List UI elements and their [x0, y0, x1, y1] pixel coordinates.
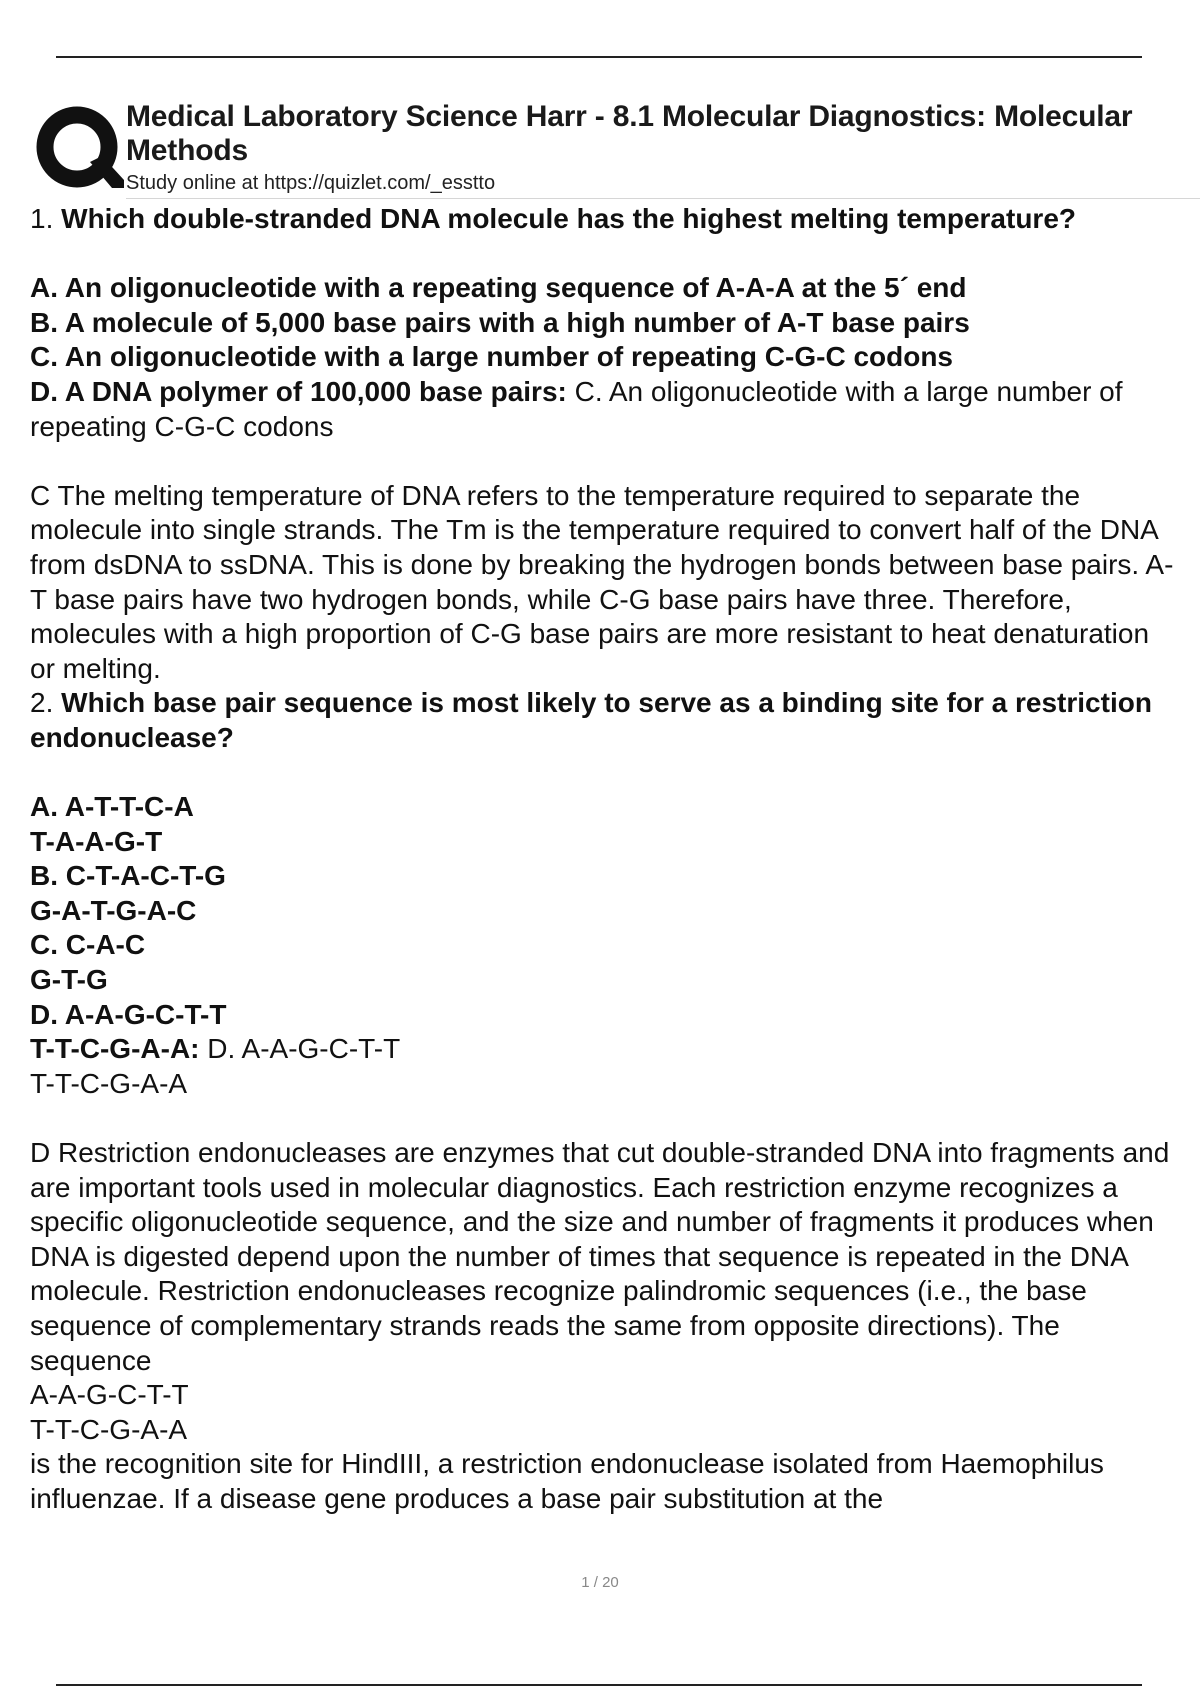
question-2-option-c-line2: G-T-G — [30, 964, 108, 996]
question-2-sequence-line2: T-T-C-G-A-A — [30, 1413, 188, 1445]
question-1-answer: C. An oligonucleotide with a large number of repeating C-G-C codons — [30, 375, 1123, 442]
question-1-option-c: C. An oligonucleotide with a large number of repeating C-G-C codons — [30, 341, 954, 373]
question-1-option-d: D. A DNA polymer of 100,000 base pairs: — [30, 375, 567, 407]
quizlet-q-logo-icon — [32, 104, 128, 192]
question-2-answer-line2: T-T-C-G-A-A — [30, 1067, 188, 1099]
question-1 — [30, 202, 1178, 237]
question-2-option-b-line1: B. C-T-A-C-T-G — [30, 860, 226, 892]
question-2-option-c-line1: C. C-A-C — [30, 929, 146, 961]
flashcard-content — [30, 202, 1178, 1517]
question-2-option-d-line1: D. A-A-G-C-T-T — [30, 998, 227, 1030]
question-2-number: 2. — [30, 687, 54, 719]
question-2-option-b-line2: G-A-T-G-A-C — [30, 894, 197, 926]
question-1-number: 1. — [30, 203, 54, 234]
question-2-answer-line1: D. A-A-G-C-T-T — [207, 1033, 401, 1065]
top-rule — [56, 56, 1142, 58]
question-2-text: Which base pair sequence is most likely to serve as a binding site for a restriction endonuclease? — [30, 687, 1152, 753]
question-2-option-a-line2: T-A-A-G-T — [30, 825, 163, 857]
question-1-option-b: B. A molecule of 5,000 base pairs with a high number of A-T base pairs — [30, 306, 970, 338]
question-1-text: Which double-stranded DNA molecule has the highest melting temperature? — [61, 203, 1077, 234]
question-1-option-a: A. An oligonucleotide with a repeating sequence of A-A-A at the 5´ end — [30, 272, 967, 304]
question-2-option-d-line2: T-T-C-G-A-A: — [30, 1033, 200, 1065]
question-2-sequence-line1: A-A-G-C-T-T — [30, 1379, 189, 1411]
bottom-rule — [56, 1684, 1142, 1686]
document-title: Medical Laboratory Science Harr - 8.1 Molecular Diagnostics: Molecular Methods — [126, 100, 1133, 167]
document-header — [30, 98, 1180, 202]
question-2-option-d-answer — [30, 1032, 1178, 1067]
question-1-option-d-answer — [30, 375, 1178, 444]
question-1-explanation: C The melting temperature of DNA refers to the temperature required to separate the molecule into single strands. The Tm is the temperature required to convert half of the DNA from dsDNA to ssDNA. This is done by breaking the hydrogen bonds between base pairs. A-T base pairs have two hydrogen bonds, while C-G base pairs have three. Therefore, molecules with a high proportion of C-G base pairs are more resistant to heat denaturation or melting. — [30, 479, 1174, 684]
question-2-explanation: D Restriction endonucleases are enzymes that cut double-stranded DNA into fragments and are important tools used in molecular diagnostics. Each restriction enzyme recognizes a specific oligonucleotide sequence, and the size and number of fragments it produces when DNA is digested depend upon the number of times that sequence is repeated in the DNA molecule. Restriction endonucleases recognize palindromic sequences (i.e., the base sequence of complementary strands reads the same from opposite directions). The sequence — [30, 1137, 1170, 1376]
header-divider — [126, 198, 1200, 199]
page-number: 1 / 20 — [581, 1574, 619, 1591]
question-2-option-a-line1: A. A-T-T-C-A — [30, 791, 194, 823]
question-2 — [30, 686, 1178, 755]
study-online-link[interactable]: Study online at https://quizlet.com/_esstto — [126, 172, 496, 194]
question-2-explanation-continued: is the recognition site for HindIII, a restriction endonuclease isolated from Haemophilus influenzae. If a disease gene produces a base pair substitution at the — [30, 1448, 1104, 1514]
